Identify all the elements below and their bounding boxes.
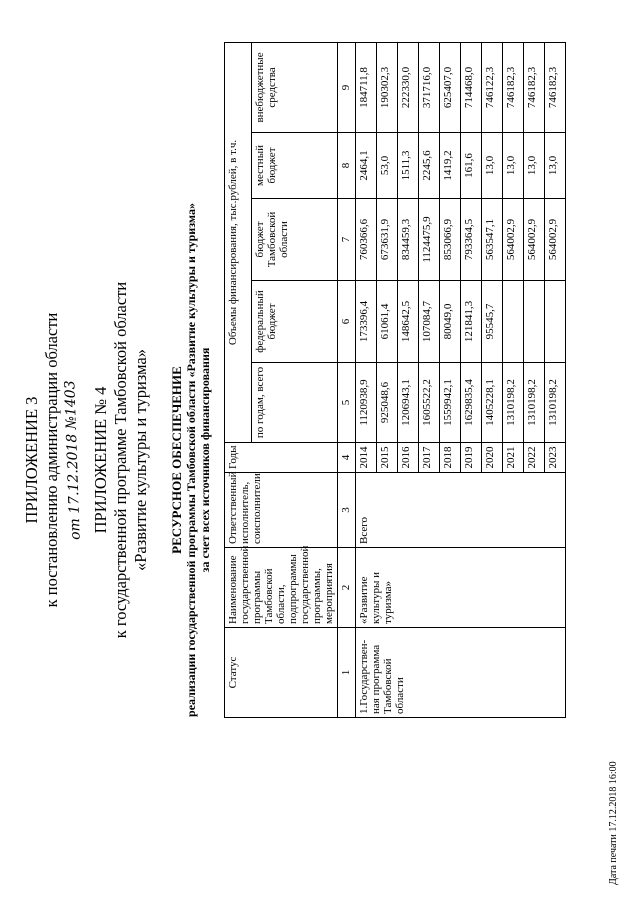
cell-year: 2017 [419,443,440,473]
cell-total: 1310198,2 [503,363,524,443]
cell-year: 2014 [356,443,377,473]
cell-regional: 564002,9 [503,199,524,281]
cell-local: 13,0 [482,133,503,199]
cell-extra: 222330,0 [398,42,419,132]
cell-regional: 834459,3 [398,199,419,281]
cell-regional: 760366,6 [356,199,377,281]
cell-extra: 371716,0 [419,42,440,132]
cell-total: 925048,6 [377,363,398,443]
cell-total: 1605522,2 [419,363,440,443]
cell-federal [545,281,566,363]
appendix-header [22,30,151,890]
header-responsible: Ответственный исполнитель, соисполнители [225,473,338,548]
cell-extra: 746182,3 [545,42,566,132]
cell-local: 1511,3 [398,133,419,199]
col-number: 5 [338,363,356,443]
cell-federal: 95545,7 [482,281,503,363]
cell-regional: 563547,1 [482,199,503,281]
header-extra: внебюджетные средства [252,42,338,132]
header-row-1 [225,42,252,717]
cell-total: 1405228,1 [482,363,503,443]
print-date: Дата печати 17.12.2018 16:00 [608,761,619,885]
cell-year: 2023 [545,443,566,473]
cell-local: 2464,1 [356,133,377,199]
cell-regional: 853066,9 [440,199,461,281]
title-line-2: реализации государственной программы Тамбовской области «Развитие культуры и туризма» [184,203,198,717]
cell-total: 1310198,2 [524,363,545,443]
header-total: по годам, всего [252,363,338,443]
title-line-1: РЕСУРСНОЕ ОБЕСПЕЧЕНИЕ [169,366,184,554]
header-local: местный бюджет [252,133,338,199]
header-volumes: Объемы финансирования, тыс.рублей, в т.ч. [225,42,252,442]
col-number: 2 [338,548,356,628]
cell-local: 13,0 [503,133,524,199]
col-number: 7 [338,199,356,281]
cell-total: 1206943,1 [398,363,419,443]
cell-regional: 793364,5 [461,199,482,281]
cell-year: 2015 [377,443,398,473]
cell-year: 2016 [398,443,419,473]
cell-federal: 107084,7 [419,281,440,363]
funding-table [224,42,566,718]
appendix-4-label: ПРИЛОЖЕНИЕ № 4 [91,386,110,534]
cell-regional: 564002,9 [524,199,545,281]
cell-extra: 625407,0 [440,42,461,132]
handwritten-decree-date: от 17.12.2018 №1403 [62,379,84,541]
cell-local: 2245,6 [419,133,440,199]
cell-extra: 184711,8 [356,42,377,132]
cell-year: 2019 [461,443,482,473]
header-status: Статус [225,628,338,718]
col-number: 3 [338,473,356,548]
appendix-3-label: ПРИЛОЖЕНИЕ 3 [22,396,41,524]
cell-regional: 564002,9 [545,199,566,281]
cell-federal: 61061,4 [377,281,398,363]
cell-federal: 148642,5 [398,281,419,363]
cell-year: 2021 [503,443,524,473]
header-regional: бюджет Тамбовской области [252,199,338,281]
table-row [356,42,377,717]
responsible-cell: Всего [356,473,566,548]
cell-local: 13,0 [545,133,566,199]
cell-year: 2020 [482,443,503,473]
cell-local: 53,0 [377,133,398,199]
col-number: 8 [338,133,356,199]
cell-regional: 1124475,9 [419,199,440,281]
program-name: «Развитие культуры и туризма» [131,349,150,571]
cell-federal: 80049,0 [440,281,461,363]
cell-total: 1629835,4 [461,363,482,443]
status-cell: 1.Государствен-ная программа Тамбовской области [356,628,566,718]
cell-local: 13,0 [524,133,545,199]
cell-total: 1120938,9 [356,363,377,443]
cell-extra: 190302,3 [377,42,398,132]
cell-extra: 746182,3 [524,42,545,132]
header-federal: федеральный бюджет [252,281,338,363]
title-line-3: за счет всех источников финансирования [198,347,212,573]
cell-extra: 746122,3 [482,42,503,132]
col-number: 4 [338,443,356,473]
header-name: Наименование государственной программы Тамбовской области, подпрограммы государственной программы, мероприятия [225,548,338,628]
cell-federal: 173396,4 [356,281,377,363]
program-name-cell: «Развитие культуры и туризма» [356,548,566,628]
cell-extra: 746182,3 [503,42,524,132]
cell-year: 2018 [440,443,461,473]
program-reference: к государственной программе Тамбовской области [111,281,130,639]
col-number: 6 [338,281,356,363]
decree-reference: к постановлению администрации области [42,312,61,608]
cell-total: 1559942,1 [440,363,461,443]
cell-regional: 673631,9 [377,199,398,281]
col-number: 9 [338,42,356,132]
cell-federal: 121841,3 [461,281,482,363]
cell-extra: 714468,0 [461,42,482,132]
rotated-content [10,30,630,890]
cell-year: 2022 [524,443,545,473]
cell-local: 161,6 [461,133,482,199]
cell-federal [503,281,524,363]
cell-total: 1310198,2 [545,363,566,443]
document-title [170,30,212,890]
cell-federal [524,281,545,363]
cell-local: 1419,2 [440,133,461,199]
col-number: 1 [338,628,356,718]
header-years: Годы [225,443,338,473]
column-number-row [338,42,356,717]
